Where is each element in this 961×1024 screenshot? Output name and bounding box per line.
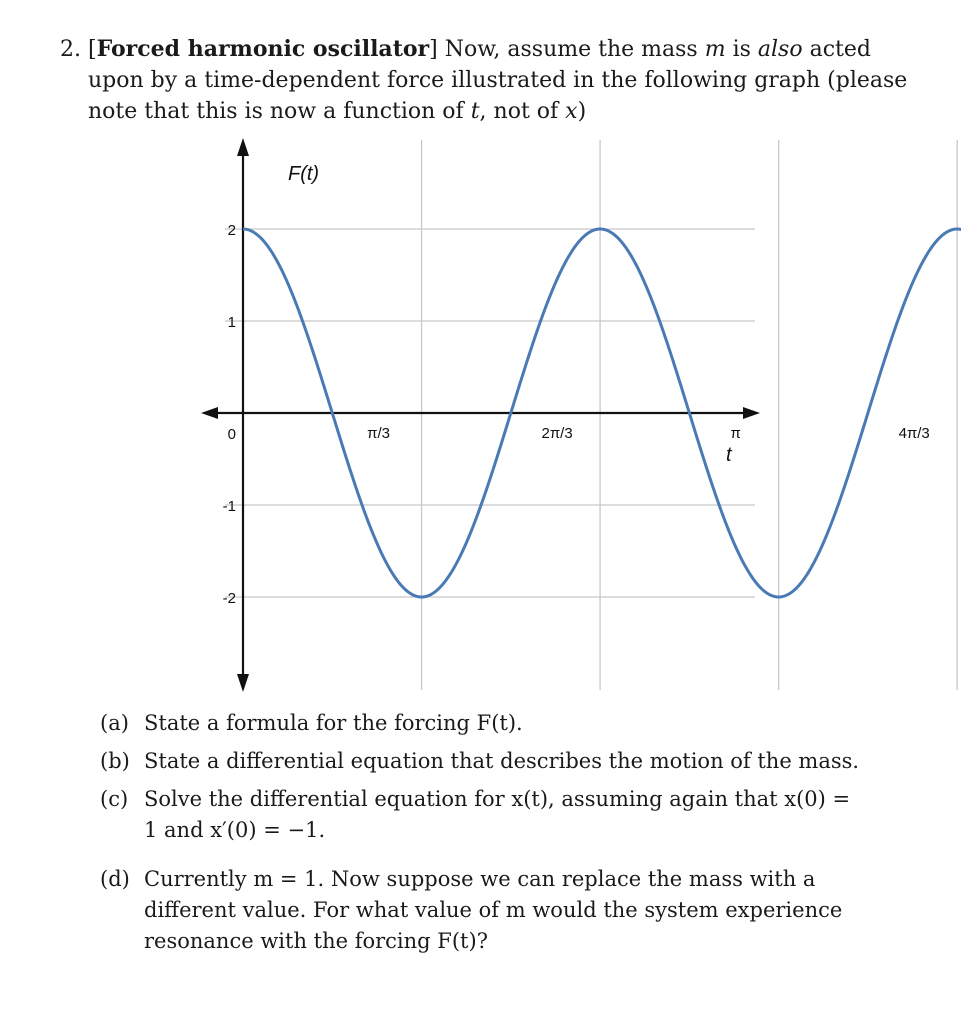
intro-text: ): [577, 99, 587, 124]
x-tick-labels: [367, 425, 961, 442]
question-part: [100, 746, 890, 777]
y-tick-labels: [223, 222, 236, 607]
question-part: [100, 864, 890, 957]
y-tick-label: 1: [227, 314, 236, 331]
intro-text: note that this is now a function of: [88, 99, 471, 124]
problem-title: Forced harmonic oscillator: [96, 36, 430, 62]
x-axis-arrow-right: [743, 407, 760, 419]
var-m: m: [704, 37, 726, 62]
y-tick-label: 0: [227, 426, 236, 443]
y-axis-label: F(t): [288, 163, 320, 185]
intro-bracket-open: [: [88, 37, 97, 62]
emphasis-also: also: [757, 37, 803, 62]
question-part: [100, 708, 890, 739]
intro-text: is: [725, 37, 758, 62]
part-text-line: Solve the differential equation for x(t), assuming again that x(0) =: [144, 787, 851, 811]
x-tick-label: π/3: [367, 425, 390, 442]
part-text: [144, 784, 890, 846]
part-label: (a): [100, 711, 129, 735]
intro-text: acted: [802, 37, 871, 62]
intro-text: ] Now, assume the mass: [429, 37, 705, 62]
part-text-line: 1 and x′(0) = −1.: [144, 818, 326, 842]
y-tick-label: -1: [222, 498, 236, 515]
question-part: [100, 784, 890, 846]
x-axis-label: t: [726, 444, 732, 466]
x-tick-label: π: [730, 425, 741, 442]
part-text: [144, 746, 890, 777]
part-text-line: State a formula for the forcing F(t).: [144, 711, 523, 735]
y-tick-label: 2: [227, 222, 236, 239]
x-axis-arrow-left: [201, 407, 218, 419]
part-text-line: State a differential equation that describes the motion of the mass.: [144, 749, 860, 773]
y-tick-label: -2: [222, 590, 236, 607]
part-text: [144, 864, 890, 957]
part-label: (d): [100, 867, 130, 891]
var-x: x: [565, 99, 578, 124]
part-text: [144, 708, 890, 739]
part-text-line: resonance with the forcing F(t)?: [144, 929, 488, 953]
intro-line-2: upon by a time-dependent force illustrated in the following graph (please: [88, 68, 908, 93]
part-label: (b): [100, 749, 130, 773]
part-text-line: Currently m = 1. Now suppose we can replace the mass with a: [144, 867, 816, 891]
problem-number: 2.: [60, 37, 81, 62]
y-axis-arrow-down: [237, 674, 249, 692]
part-label: (c): [100, 787, 129, 811]
x-tick-label: 4π/3: [898, 425, 930, 442]
y-axis-arrow-up: [237, 138, 249, 156]
x-tick-label: 2π/3: [541, 425, 573, 442]
part-text-line: different value. For what value of m would the system experience: [144, 898, 843, 922]
var-t: t: [470, 99, 480, 124]
intro-text: , not of: [479, 99, 566, 124]
question-parts: [100, 708, 890, 964]
